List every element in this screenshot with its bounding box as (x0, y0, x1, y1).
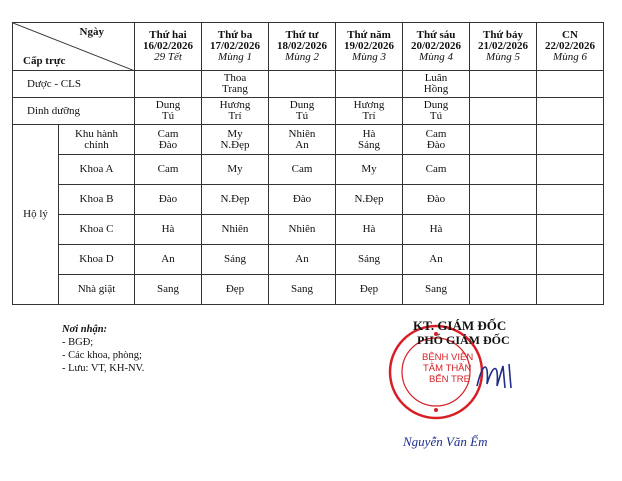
cell-line: Cam (425, 127, 447, 140)
cell-line: Tú (429, 110, 443, 122)
row-khoa-d (13, 245, 604, 275)
cell: Hà (403, 215, 470, 245)
cell (537, 125, 604, 155)
row-label-khu-hanh-chinh (59, 125, 135, 155)
cell (537, 185, 604, 215)
cell (135, 98, 202, 125)
day-lunar: 29 Tết (154, 51, 182, 63)
cell-line: Trí (228, 110, 242, 122)
day-name: CN (562, 29, 578, 41)
cell (403, 71, 470, 98)
cell (470, 185, 537, 215)
cell: Sang (403, 275, 470, 305)
day-header-2 (269, 23, 336, 71)
day-date: 22/02/2026 (544, 40, 596, 52)
cell (470, 71, 537, 98)
row-label-khoa-d: Khoa D (59, 245, 135, 275)
recipients-title: Nơi nhận: (62, 324, 108, 335)
row-khu-hanh-chinh (13, 125, 604, 155)
cell (202, 71, 269, 98)
cell-line: Luân (424, 72, 448, 84)
cell: Cam (269, 155, 336, 185)
day-date: 21/02/2026 (477, 40, 529, 52)
stamp-line: BẾN TRE (429, 374, 471, 385)
row-nha-giat (13, 275, 604, 305)
row-label-khoa-b: Khoa B (59, 185, 135, 215)
recipient-item: - Lưu: VT, KH-NV. (62, 363, 145, 374)
cell: Hà (135, 215, 202, 245)
day-lunar: Mùng 3 (352, 51, 386, 63)
cell-line: Trí (362, 110, 376, 122)
cell: Cam (403, 155, 470, 185)
day-date: 18/02/2026 (276, 40, 328, 52)
cell (470, 245, 537, 275)
cell-line: Nhiên (288, 127, 316, 140)
cell (269, 125, 336, 155)
recipient-item: - Các khoa, phòng; (62, 350, 142, 361)
cell: Đào (135, 185, 202, 215)
day-name: Thứ hai (149, 29, 187, 41)
cell-line: Dung (289, 99, 315, 111)
cell-line: Dung (423, 99, 449, 111)
cell-line: Tú (295, 110, 309, 122)
cell: An (269, 245, 336, 275)
cell-line: Thoa (223, 72, 247, 84)
day-name: Thứ bảy (483, 29, 523, 41)
header-ngay: Ngày (79, 26, 104, 38)
stamp-line: BỆNH VIỆN (422, 352, 474, 363)
cell (537, 215, 604, 245)
day-name: Thứ năm (347, 29, 391, 41)
cell (537, 155, 604, 185)
day-header-5 (470, 23, 537, 71)
row-label-duoc-cls: Dược - CLS (13, 71, 135, 98)
cell: An (135, 245, 202, 275)
row-khoa-b (13, 185, 604, 215)
cell (470, 215, 537, 245)
cell: Sáng (336, 245, 403, 275)
cell-line: Sáng (358, 138, 380, 151)
day-date: 16/02/2026 (142, 40, 194, 52)
day-name: Thứ ba (217, 29, 253, 41)
row-label-khoa-c: Khoa C (59, 215, 135, 245)
cell: Đẹp (202, 275, 269, 305)
cell: Đào (269, 185, 336, 215)
cell: My (336, 155, 403, 185)
cell (336, 125, 403, 155)
cell: Cam (135, 155, 202, 185)
day-header-4 (403, 23, 470, 71)
label-line: Khu hành (74, 127, 119, 140)
cell: My (202, 155, 269, 185)
cell (135, 71, 202, 98)
duty-roster-table (12, 22, 604, 305)
day-header-1 (202, 23, 269, 71)
recipient-item: - BGĐ; (62, 337, 94, 348)
cell: Hà (336, 215, 403, 245)
cell (135, 125, 202, 155)
cell-line: Hương (219, 99, 251, 111)
day-lunar: Mùng 1 (218, 51, 252, 63)
day-lunar: Mùng 2 (285, 51, 319, 63)
row-label-dinh-duong: Dinh dưỡng (13, 98, 135, 125)
cell-line: Cam (157, 127, 179, 140)
cell-line: Đào (426, 138, 446, 151)
stamp-line: TÂM THẦN (423, 363, 472, 374)
cell (336, 98, 403, 125)
cell-line: Trang (222, 83, 248, 95)
row-khoa-c (13, 215, 604, 245)
cell (537, 275, 604, 305)
day-lunar: Mùng 4 (419, 51, 453, 63)
signer-name: Nguyễn Văn Ếm (403, 434, 488, 449)
cell (403, 125, 470, 155)
cell (336, 71, 403, 98)
cell: Nhiên (269, 215, 336, 245)
cell (403, 98, 470, 125)
cell: Sang (135, 275, 202, 305)
cell (537, 71, 604, 98)
cell: N.Đẹp (336, 185, 403, 215)
cell (202, 125, 269, 155)
cell-line: N.Đẹp (220, 138, 250, 151)
day-date: 20/02/2026 (410, 40, 462, 52)
row-label-ho-ly: Hộ lý (13, 125, 59, 305)
signature-subtitle: PHÓ GIÁM ĐỐC (417, 333, 510, 347)
cell: Đẹp (336, 275, 403, 305)
cell-line: Đào (158, 138, 178, 151)
cell (470, 155, 537, 185)
day-lunar: Mùng 6 (553, 51, 587, 63)
cell: An (403, 245, 470, 275)
day-header-6 (537, 23, 604, 71)
cell: N.Đẹp (202, 185, 269, 215)
recipients-block (62, 323, 144, 375)
header-row (13, 23, 604, 71)
cell: Sang (269, 275, 336, 305)
cell (269, 98, 336, 125)
day-date: 17/02/2026 (209, 40, 261, 52)
cell: Nhiên (202, 215, 269, 245)
day-name: Thứ sáu (416, 29, 456, 41)
row-label-khoa-a: Khoa A (59, 155, 135, 185)
signature-title: KT. GIÁM ĐỐC (413, 318, 507, 333)
cell (470, 98, 537, 125)
day-header-0 (135, 23, 202, 71)
cell (269, 71, 336, 98)
cell-line: Dung (155, 99, 181, 111)
header-cap-truc: Cấp trực (23, 55, 66, 67)
handwritten-signature-icon (473, 356, 523, 396)
cell-line: Hương (353, 99, 385, 111)
cell-line: My (227, 127, 243, 140)
signature-block (383, 316, 583, 466)
cell (202, 98, 269, 125)
cell (537, 98, 604, 125)
cell-line: Hà (362, 127, 376, 140)
day-lunar: Mùng 5 (486, 51, 520, 63)
header-corner-cell (13, 23, 135, 71)
row-label-nha-giat: Nhà giặt (59, 275, 135, 305)
cell (470, 275, 537, 305)
cell: Đào (403, 185, 470, 215)
day-date: 19/02/2026 (343, 40, 395, 52)
row-duoc-cls (13, 71, 604, 98)
row-dinh-duong (13, 98, 604, 125)
cell: Sáng (202, 245, 269, 275)
cell-line: Tú (161, 110, 175, 122)
label-line: chính (84, 138, 109, 151)
cell-line: An (295, 138, 309, 151)
day-name: Thứ tư (285, 29, 319, 41)
cell-line: Hồng (423, 83, 449, 95)
day-header-3 (336, 23, 403, 71)
cell (470, 125, 537, 155)
row-khoa-a (13, 155, 604, 185)
cell (537, 245, 604, 275)
